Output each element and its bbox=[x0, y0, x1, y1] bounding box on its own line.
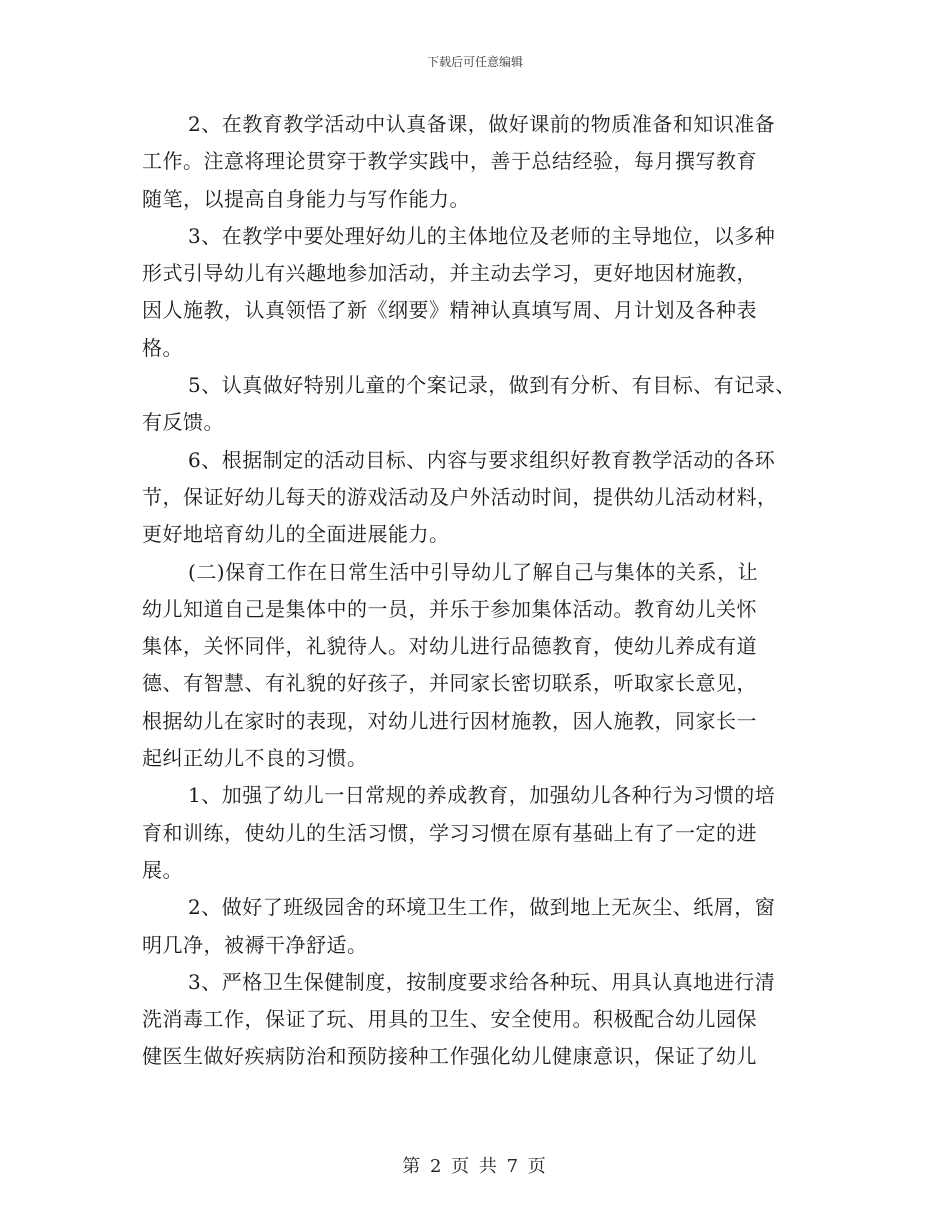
text-line: 6、根据制定的活动目标、内容与要求组织好教育教学活动的各环 bbox=[188, 447, 776, 472]
text-line: 2、在教育教学活动中认真备课，做好课前的物质准备和知识准备 bbox=[188, 112, 776, 136]
text-line: 节，保证好幼儿每天的游戏活动及户外活动时间，提供幼儿活动材料， bbox=[142, 484, 778, 509]
text-line: 工作。注意将理论贯穿于教学实践中，善于总结经验，每月撰写教育 bbox=[142, 149, 757, 174]
text-line: 有反馈。 bbox=[142, 410, 224, 435]
text-line: 德、有智慧、有礼貌的好孩子，并同家长密切联系，听取家长意见， bbox=[142, 671, 757, 696]
text-line: 因人施教，认真领悟了新《纲要》精神认真填写周、月计划及各种表 bbox=[142, 298, 757, 323]
text-line: 洗消毒工作，保证了玩、用具的卫生、安全使用。积极配合幼儿园保 bbox=[142, 1007, 757, 1032]
text-line: 1、加强了幼儿一日常规的养成教育，加强幼儿各种行为习惯的培 bbox=[188, 783, 776, 808]
page-header: 下载后可任意编辑 bbox=[426, 55, 523, 69]
text-line: 集体，关怀同伴，礼貌待人。对幼儿进行品德教育，使幼儿养成有道 bbox=[142, 634, 757, 659]
text-line: 5、认真做好特别儿童的个案记录，做到有分析、有目标、有记录、 bbox=[188, 373, 796, 398]
text-line: 明几净，被褥干净舒适。 bbox=[142, 932, 368, 957]
text-line: 健医生做好疾病防治和预防接种工作强化幼儿健康意识，保证了幼儿 bbox=[142, 1044, 757, 1069]
text-line: 起纠正幼儿不良的习惯。 bbox=[142, 746, 368, 771]
text-line: 幼儿知道自己是集体中的一员，并乐于参加集体活动。教育幼儿关怀 bbox=[142, 596, 757, 621]
text-line: 形式引导幼儿有兴趣地参加活动，并主动去学习，更好地因材施教， bbox=[142, 261, 757, 286]
text-line: 3、在教学中要处理好幼儿的主体地位及老师的主导地位，以多种 bbox=[188, 223, 776, 248]
text-line: 育和训练，使幼儿的生活习惯，学习习惯在原有基础上有了一定的进 bbox=[142, 820, 757, 845]
text-line: 随笔，以提高自身能力与写作能力。 bbox=[142, 186, 470, 211]
text-line: (二)保育工作在日常生活中引导幼儿了解自己与集体的关系，让 bbox=[188, 559, 759, 584]
text-line: 2、做好了班级园舍的环境卫生工作，做到地上无灰尘、纸屑，窗 bbox=[188, 895, 776, 920]
text-line: 3、严格卫生保健制度，按制度要求给各种玩、用具认真地进行清 bbox=[188, 969, 776, 994]
page-number: 第 2 页 共 7 页 bbox=[402, 1156, 548, 1177]
text-line: 格。 bbox=[142, 335, 183, 360]
document-body bbox=[142, 106, 832, 1076]
text-line: 展。 bbox=[142, 857, 183, 882]
text-line: 根据幼儿在家时的表现，对幼儿进行因材施教，因人施教，同家长一 bbox=[142, 708, 757, 733]
text-line: 更好地培育幼儿的全面进展能力。 bbox=[142, 522, 450, 547]
